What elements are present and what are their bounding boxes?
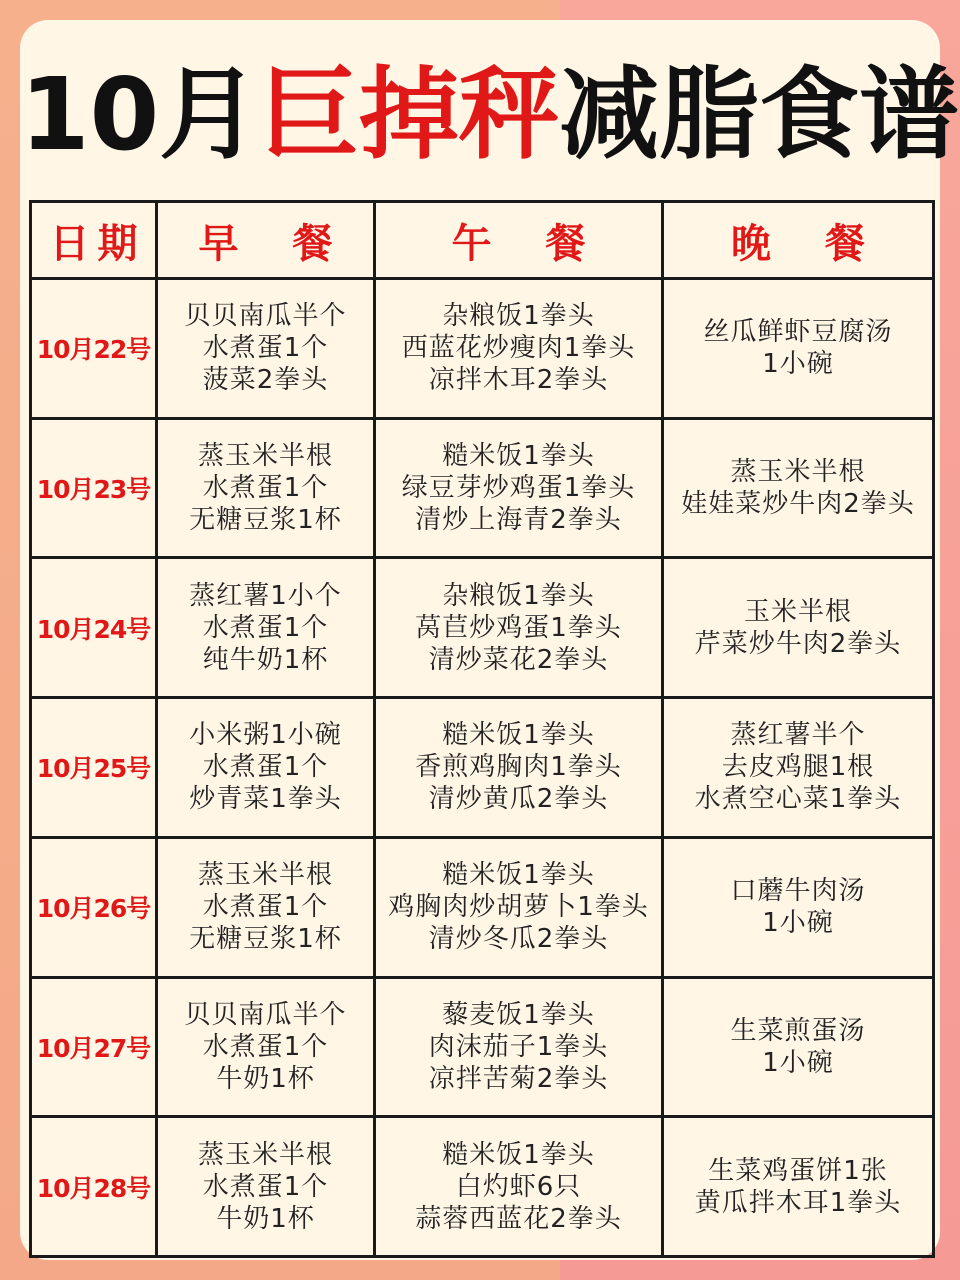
dinner-cell bbox=[663, 279, 934, 419]
lunch-item: 糙米饭1拳头 bbox=[442, 1139, 595, 1170]
table-header-row bbox=[31, 202, 934, 279]
table-row bbox=[31, 279, 934, 419]
dinner-item: 1小碗 bbox=[762, 349, 834, 380]
dinner-item: 生菜煎蛋汤 bbox=[730, 1015, 866, 1046]
dinner-item: 玉米半根 bbox=[743, 596, 852, 627]
breakfast-item: 蒸红薯1小个 bbox=[189, 580, 342, 611]
table-row bbox=[31, 698, 934, 838]
table-row bbox=[31, 837, 934, 977]
lunch-cell bbox=[375, 279, 663, 419]
breakfast-item: 炒青菜1拳头 bbox=[189, 784, 342, 815]
dinner-cell bbox=[663, 837, 934, 977]
breakfast-cell bbox=[157, 977, 375, 1117]
breakfast-item: 水煮蛋1个 bbox=[202, 473, 329, 504]
header-breakfast: 早 餐 bbox=[157, 202, 375, 279]
lunch-item: 清炒黄瓜2拳头 bbox=[428, 784, 609, 815]
breakfast-item: 纯牛奶1杯 bbox=[202, 644, 329, 675]
dinner-item: 1小碗 bbox=[762, 908, 834, 939]
dinner-item: 水煮空心菜1拳头 bbox=[694, 784, 902, 815]
lunch-cell bbox=[375, 418, 663, 558]
dinner-item: 蒸红薯半个 bbox=[730, 720, 866, 751]
lunch-cell bbox=[375, 1117, 663, 1257]
lunch-item: 清炒冬瓜2拳头 bbox=[428, 924, 609, 955]
dinner-item: 黄瓜拌木耳1拳头 bbox=[694, 1187, 902, 1218]
lunch-item: 糙米饭1拳头 bbox=[442, 441, 595, 472]
breakfast-cell bbox=[157, 558, 375, 698]
breakfast-cell bbox=[157, 698, 375, 838]
dinner-item: 蒸玉米半根 bbox=[730, 457, 866, 488]
dinner-item: 1小碗 bbox=[762, 1047, 834, 1078]
title-suffix: 减脂食谱 bbox=[559, 56, 960, 173]
lunch-item: 糙米饭1拳头 bbox=[442, 860, 595, 891]
lunch-item: 蒜蓉西蓝花2拳头 bbox=[415, 1203, 622, 1234]
breakfast-item: 蒸玉米半根 bbox=[197, 1139, 333, 1170]
lunch-item: 绿豆芽炒鸡蛋1拳头 bbox=[401, 473, 636, 504]
meal-plan-table bbox=[29, 200, 935, 1258]
date-cell: 10月28号 bbox=[31, 1117, 157, 1257]
date-cell: 10月23号 bbox=[31, 418, 157, 558]
breakfast-cell bbox=[157, 279, 375, 419]
lunch-item: 藜麦饭1拳头 bbox=[442, 999, 595, 1030]
lunch-item: 香煎鸡胸肉1拳头 bbox=[415, 752, 622, 783]
lunch-item: 糙米饭1拳头 bbox=[442, 720, 595, 751]
page-title bbox=[20, 56, 960, 173]
breakfast-item: 水煮蛋1个 bbox=[202, 1171, 329, 1202]
lunch-item: 莴苣炒鸡蛋1拳头 bbox=[415, 612, 622, 643]
lunch-item: 西蓝花炒瘦肉1拳头 bbox=[401, 333, 636, 364]
dinner-cell bbox=[663, 698, 934, 838]
breakfast-item: 贝贝南瓜半个 bbox=[184, 999, 347, 1030]
breakfast-cell bbox=[157, 418, 375, 558]
lunch-item: 杂粮饭1拳头 bbox=[442, 301, 595, 332]
header-date: 日期 bbox=[31, 202, 157, 279]
breakfast-item: 水煮蛋1个 bbox=[202, 752, 329, 783]
lunch-item: 清炒上海青2拳头 bbox=[415, 505, 622, 536]
dinner-cell bbox=[663, 418, 934, 558]
dinner-item: 芹菜炒牛肉2拳头 bbox=[694, 628, 902, 659]
lunch-cell bbox=[375, 977, 663, 1117]
dinner-item: 去皮鸡腿1根 bbox=[721, 752, 875, 783]
breakfast-item: 贝贝南瓜半个 bbox=[184, 301, 347, 332]
breakfast-item: 牛奶1杯 bbox=[216, 1063, 315, 1094]
breakfast-cell bbox=[157, 837, 375, 977]
breakfast-item: 无糖豆浆1杯 bbox=[189, 505, 342, 536]
breakfast-item: 蒸玉米半根 bbox=[197, 441, 333, 472]
dinner-cell bbox=[663, 1117, 934, 1257]
dinner-item: 生菜鸡蛋饼1张 bbox=[708, 1155, 888, 1186]
breakfast-item: 小米粥1小碗 bbox=[189, 720, 342, 751]
breakfast-item: 水煮蛋1个 bbox=[202, 892, 329, 923]
breakfast-item: 无糖豆浆1杯 bbox=[189, 924, 342, 955]
breakfast-item: 水煮蛋1个 bbox=[202, 612, 329, 643]
date-cell: 10月24号 bbox=[31, 558, 157, 698]
table-row bbox=[31, 1117, 934, 1257]
title-highlight: 巨掉秤 bbox=[259, 56, 560, 173]
date-cell: 10月26号 bbox=[31, 837, 157, 977]
date-cell: 10月27号 bbox=[31, 977, 157, 1117]
date-cell: 10月25号 bbox=[31, 698, 157, 838]
table-row bbox=[31, 558, 934, 698]
lunch-item: 杂粮饭1拳头 bbox=[442, 580, 595, 611]
dinner-item: 口蘑牛肉汤 bbox=[730, 876, 866, 907]
lunch-item: 肉沫茄子1拳头 bbox=[428, 1031, 609, 1062]
lunch-cell bbox=[375, 558, 663, 698]
lunch-cell bbox=[375, 698, 663, 838]
header-lunch: 午 餐 bbox=[375, 202, 663, 279]
date-cell: 10月22号 bbox=[31, 279, 157, 419]
lunch-item: 白灼虾6只 bbox=[455, 1171, 582, 1202]
table-body bbox=[31, 279, 934, 1257]
breakfast-cell bbox=[157, 1117, 375, 1257]
lunch-item: 凉拌苦菊2拳头 bbox=[428, 1063, 609, 1094]
breakfast-item: 蒸玉米半根 bbox=[197, 860, 333, 891]
lunch-item: 凉拌木耳2拳头 bbox=[428, 365, 609, 396]
menu-card bbox=[20, 20, 960, 1260]
dinner-item: 娃娃菜炒牛肉2拳头 bbox=[681, 489, 915, 520]
dinner-cell bbox=[663, 977, 934, 1117]
lunch-item: 鸡胸肉炒胡萝卜1拳头 bbox=[388, 892, 649, 923]
table-row bbox=[31, 418, 934, 558]
title-prefix: 10月 bbox=[20, 56, 260, 173]
dinner-cell bbox=[663, 558, 934, 698]
breakfast-item: 水煮蛋1个 bbox=[202, 1031, 329, 1062]
header-dinner: 晚 餐 bbox=[663, 202, 934, 279]
lunch-item: 清炒菜花2拳头 bbox=[428, 644, 609, 675]
breakfast-item: 水煮蛋1个 bbox=[202, 333, 329, 364]
breakfast-item: 牛奶1杯 bbox=[216, 1203, 315, 1234]
lunch-cell bbox=[375, 837, 663, 977]
breakfast-item: 菠菜2拳头 bbox=[202, 365, 329, 396]
dinner-item: 丝瓜鲜虾豆腐汤 bbox=[703, 317, 893, 348]
table-row bbox=[31, 977, 934, 1117]
